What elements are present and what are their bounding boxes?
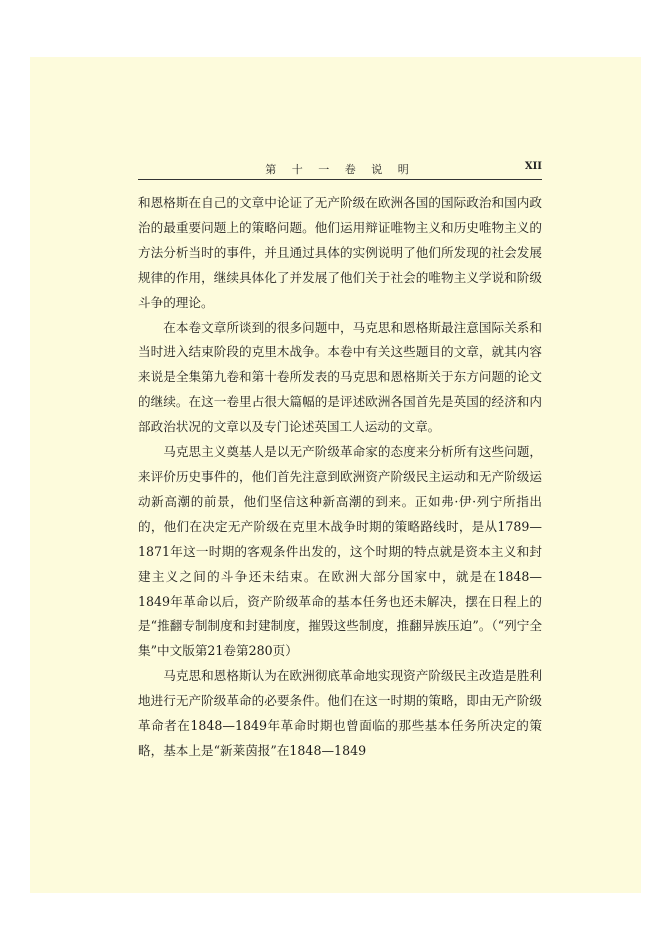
- body-text: [138, 191, 542, 764]
- running-head: [138, 159, 542, 177]
- paragraph-3: 马克思主义奠基人是以无产阶级革命家的态度来分析所有这些问题，来评价历史事件的，他们首先注意到欧洲资产阶级民主运动和无产阶级运动新高潮的前景，他们坚信这种新高潮的到来。正如弗·伊·列宁所指出的，他们在决定无产阶级在克里木战争时期的策略路线时，是从1789—1871年这一时期的客观条件出发的，这个时期的特点就是资本主义和封建主义之间的斗争还未结束。在欧洲大部分国家中，就是在1848—1849年革命以后，资产阶级革命的基本任务也还未解决，摆在日程上的是“推翻专制制度和封建制度，摧毁这些制度，推翻异族压迫”。（“列宁全集”中文版第21卷第280页）: [138, 444, 542, 659]
- header-rule: [138, 179, 542, 180]
- paragraph-1: 和恩格斯在自己的文章中论证了无产阶级在欧洲各国的国际政治和国内政治的最重要问题上的策略问题。他们运用辩证唯物主义和历史唯物主义的方法分析当时的事件，并且通过具体的实例说明了他们所发现的社会发展规律的作用，继续具体化了并发展了他们关于社会的唯物主义学说和阶级斗争的理论。: [138, 195, 542, 310]
- paragraph-4: 马克思和恩格斯认为在欧洲彻底革命地实现资产阶级民主改造是胜利地进行无产阶级革命的必要条件。他们在这一时期的策略，即由无产阶级革命者在1848—1849年革命时期也曾面临的那些基本任务所决定的策略，基本上是“新莱茵报”在1848—1849: [138, 668, 542, 758]
- page-number: XII: [524, 161, 542, 172]
- paragraph-2: 在本卷文章所谈到的很多问题中，马克思和恩格斯最注意国际关系和当时进入结束阶段的克里木战争。本卷中有关这些题目的文章，就其内容来说是全集第九卷和第十卷所发表的马克思和恩格斯关于东方问题的论文的继续。在这一卷里占很大篇幅的是评述欧洲各国首先是英国的经济和内部政治状况的文章以及专门论述英国工人运动的文章。: [138, 319, 542, 435]
- running-title: 第 十 一 卷 说 明: [265, 163, 415, 176]
